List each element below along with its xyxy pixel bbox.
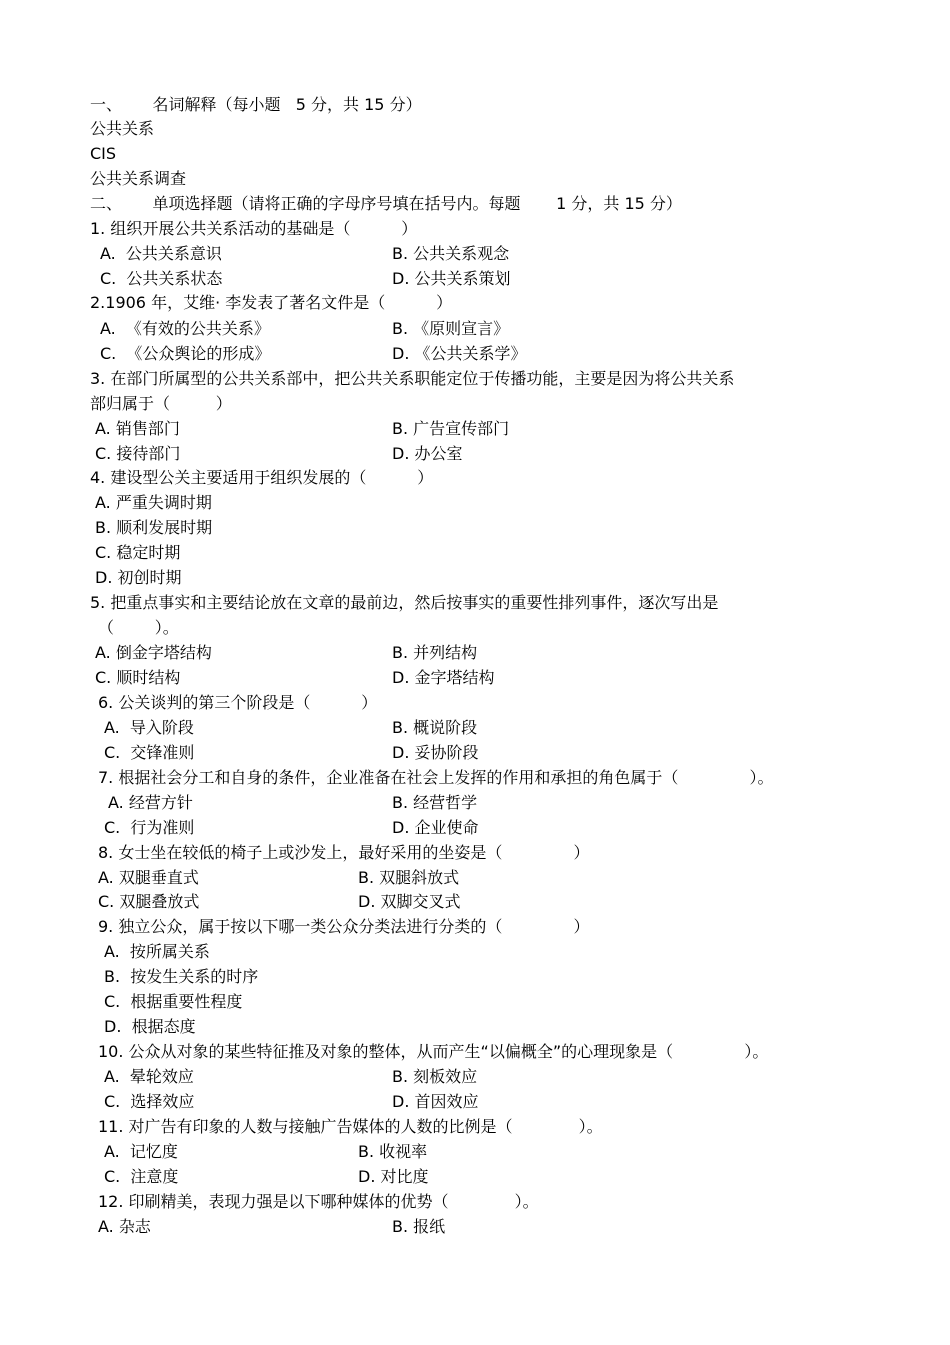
option-d: D. 初创时期 — [95, 568, 182, 587]
option-b: B. 概说阶段 — [392, 718, 478, 737]
option-c: C. 《公众舆论的形成》 — [100, 344, 271, 363]
option-a: A. 经营方针 — [108, 793, 193, 812]
question-stem: 12. 印刷精美，表现力强是以下哪种媒体的优势（ ）。 — [98, 1192, 539, 1211]
option-d: D. 首因效应 — [392, 1092, 479, 1111]
term-item: 公共关系调查 — [90, 169, 187, 188]
option-c: C. 交锋准则 — [104, 743, 195, 762]
option-c: C. 选择效应 — [104, 1092, 195, 1111]
option-b: B. 经营哲学 — [392, 793, 478, 812]
option-d: D. 妥协阶段 — [392, 743, 479, 762]
option-a: A. 双腿垂直式 — [98, 868, 199, 887]
option-a: A. 严重失调时期 — [95, 493, 212, 512]
option-d: D. 办公室 — [392, 444, 463, 463]
option-b: B. 报纸 — [392, 1217, 446, 1236]
option-c: C. 双腿叠放式 — [98, 892, 200, 911]
option-b: B. 按发生关系的时序 — [104, 967, 259, 986]
option-d: D. 根据态度 — [104, 1017, 196, 1036]
option-b: B. 顺利发展时期 — [95, 518, 213, 537]
option-a: A. 晕轮效应 — [104, 1067, 194, 1086]
question-stem: 3. 在部门所属型的公共关系部中，把公共关系职能定位于传播功能，主要是因为将公共关系 — [90, 369, 735, 388]
option-d: D. 《公共关系学》 — [392, 344, 527, 363]
option-b: B. 《原则宣言》 — [392, 319, 510, 338]
section1-heading: 一、 名词解释（每小题 5 分，共 15 分） — [90, 95, 422, 114]
option-d: D. 企业使命 — [392, 818, 479, 837]
option-c: C. 注意度 — [104, 1167, 179, 1186]
question-stem-cont: 部归属于（ ） — [90, 394, 232, 413]
option-c: C. 行为准则 — [104, 818, 195, 837]
question-stem: 2.1906 年，艾维· 李发表了著名文件是（ ） — [90, 293, 453, 312]
option-c: C. 公共关系状态 — [100, 269, 223, 288]
option-b: B. 双腿斜放式 — [358, 868, 460, 887]
question-stem: 1. 组织开展公共关系活动的基础是（ ） — [90, 219, 418, 238]
question-stem-cont: （ ）。 — [98, 618, 179, 637]
option-d: D. 公共关系策划 — [392, 269, 511, 288]
question-stem: 8. 女士坐在较低的椅子上或沙发上，最好采用的坐姿是（ ） — [98, 843, 590, 862]
option-c: C. 根据重要性程度 — [104, 992, 243, 1011]
question-stem: 6. 公关谈判的第三个阶段是（ ） — [98, 693, 378, 712]
option-b: B. 刻板效应 — [392, 1067, 478, 1086]
option-c: C. 稳定时期 — [95, 543, 181, 562]
option-a: A. 销售部门 — [95, 419, 180, 438]
option-c: C. 接待部门 — [95, 444, 181, 463]
question-stem: 4. 建设型公关主要适用于组织发展的（ ） — [90, 468, 434, 487]
question-stem: 11. 对广告有印象的人数与接触广告媒体的人数的比例是（ ）。 — [98, 1117, 603, 1136]
option-a: A. 记忆度 — [104, 1142, 178, 1161]
option-b: B. 广告宣传部门 — [392, 419, 510, 438]
question-stem: 7. 根据社会分工和自身的条件，企业准备在社会上发挥的作用和承担的角色属于（ ）。 — [98, 768, 774, 787]
option-a: A. 导入阶段 — [104, 718, 194, 737]
section2-heading: 二、 单项选择题（请将正确的字母序号填在括号内。每题 1 分，共 15 分） — [90, 194, 682, 213]
option-d: D. 双脚交叉式 — [358, 892, 461, 911]
option-a: A. 公共关系意识 — [100, 244, 222, 263]
option-c: C. 顺时结构 — [95, 668, 181, 687]
question-stem: 9. 独立公众，属于按以下哪一类公众分类法进行分类的（ ） — [98, 917, 590, 936]
term-item: 公共关系 — [90, 119, 155, 138]
option-b: B. 收视率 — [358, 1142, 428, 1161]
question-stem: 5. 把重点事实和主要结论放在文章的最前边，然后按事实的重要性排列事件，逐次写出是 — [90, 593, 719, 612]
option-a: A. 《有效的公共关系》 — [100, 319, 270, 338]
option-b: B. 公共关系观念 — [392, 244, 510, 263]
option-d: D. 金字塔结构 — [392, 668, 495, 687]
option-a: A. 按所属关系 — [104, 942, 210, 961]
term-item: CIS — [90, 144, 117, 163]
option-d: D. 对比度 — [358, 1167, 429, 1186]
option-a: A. 倒金字塔结构 — [95, 643, 212, 662]
option-b: B. 并列结构 — [392, 643, 478, 662]
option-a: A. 杂志 — [98, 1217, 151, 1236]
question-stem: 10. 公众从对象的某些特征推及对象的整体，从而产生“以偏概全”的心理现象是（ ）。 — [98, 1042, 769, 1061]
